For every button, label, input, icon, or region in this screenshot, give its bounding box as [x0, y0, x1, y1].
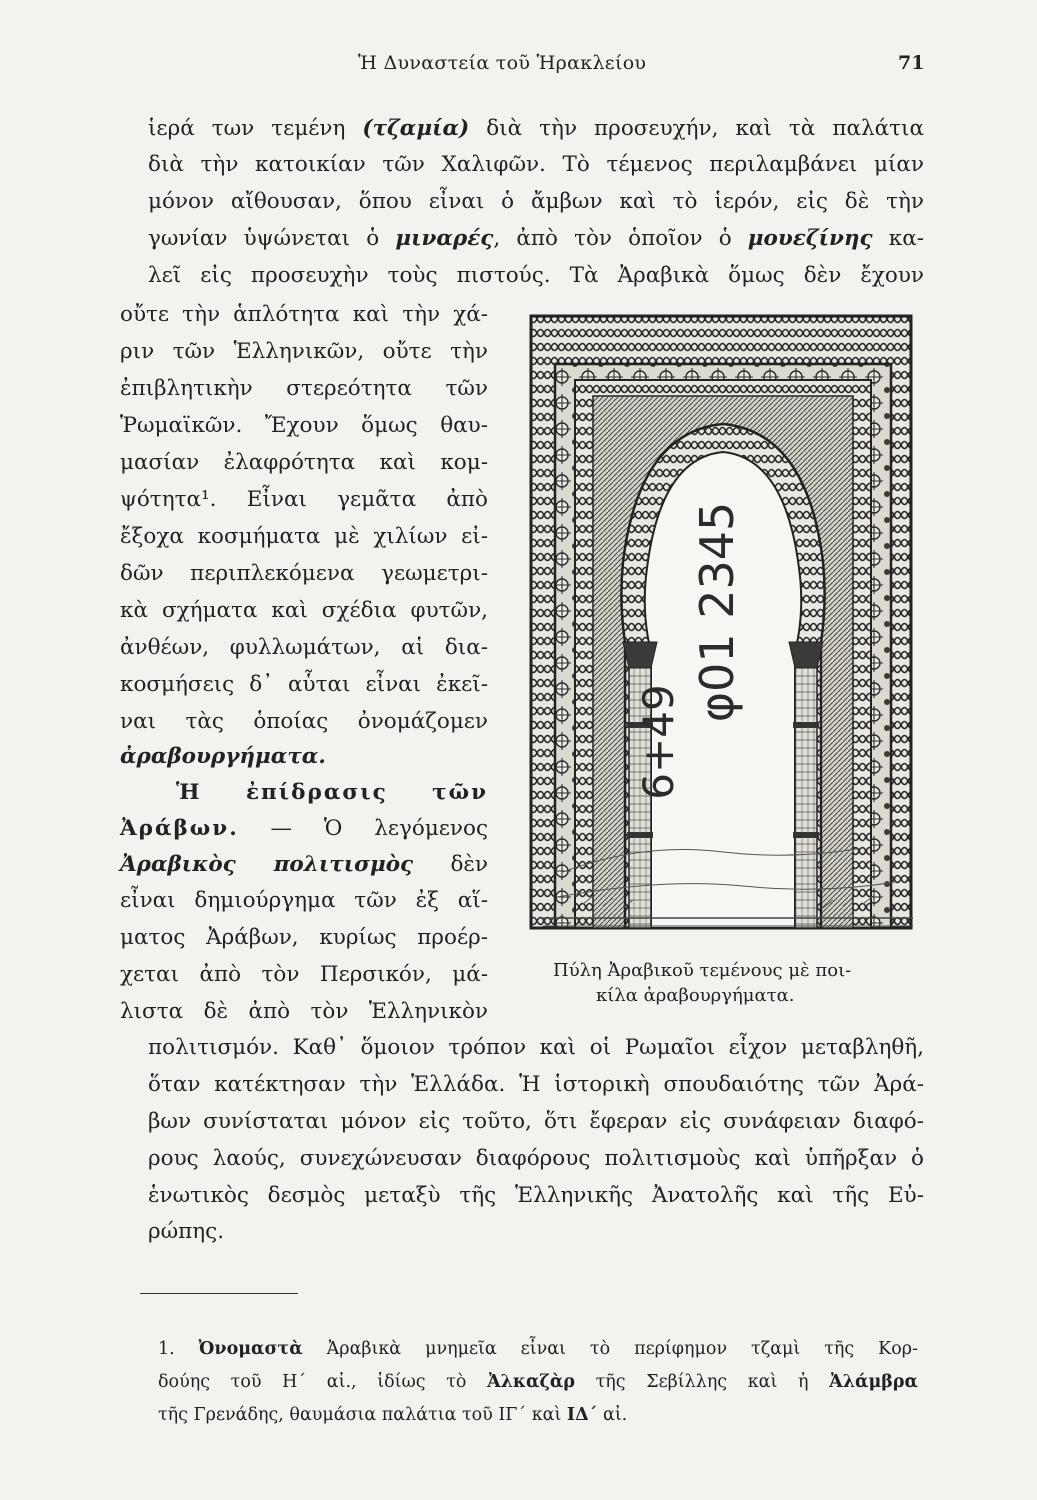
term-mouezinis: μουεζίνης: [747, 226, 873, 251]
gate-engraving-image: [523, 312, 921, 938]
figure-caption-line-2: κίλα ἀραβουργήματα.: [596, 985, 795, 1006]
column-line: κοσμήσεις δ᾽ αὗται εἶναι ἐκεῖ-: [120, 672, 488, 697]
section-heading-line-2: Ἀράβων. — Ὁ λεγόμενος: [120, 816, 488, 841]
body-full-line: πολιτισμόν. Καθ᾽ ὅμοιον τρόπον καὶ οἱ Ρωμαῖοι εἶχον μεταβληθῆ,: [148, 1035, 924, 1060]
page-number: 71: [898, 52, 925, 74]
section-heading: Ἡ ἐπίδρασις τῶν: [176, 780, 488, 805]
column-line: κὰ σχήματα καὶ σχέδια φυτῶν,: [120, 598, 488, 623]
handwritten-number-1: φ01 2345: [690, 501, 744, 723]
footnote-line-3: τῆς Γρενάδης, θαυμάσια παλάτια τοῦ ΙΓ´ καὶ ΙΔ´ αἰ.: [158, 1405, 628, 1425]
body-line-5: λεῖ εἰς προσευχὴν τοὺς πιστούς. Τὰ Ἀραβικὰ ὅμως δὲν ἔχουν: [148, 263, 924, 288]
running-head: [0, 52, 1037, 84]
column-line: ἔξοχα κοσμήματα μὲ χιλίων εἰ-: [120, 524, 488, 549]
body-full-line: βων συνίσταται μόνον εἰς τοῦτο, ὅτι ἔφεραν εἰς συνάφειαν διαφό-: [148, 1109, 924, 1134]
term-arabesques: ἀραβουργήματα.: [120, 744, 326, 769]
column-line: ναι τὰς ὁποίας ὀνομάζομεν: [120, 709, 488, 734]
column-line: ριν τῶν Ἑλληνικῶν, οὔτε τὴν: [120, 339, 488, 364]
body-full-line: ἑνωτικὸς δεσμὸς μεταξὺ τῆς Ἑλληνικῆς Ἀνατολῆς καὶ τῆς Εὐ-: [148, 1183, 924, 1208]
footnote-line-1: 1. Ὀνομαστὰ Ἀραβικὰ μνημεῖα εἶναι τὸ περίφημον τζαμὶ τῆς Κορ-: [158, 1339, 918, 1359]
handwritten-number-2: 6+49: [634, 684, 683, 800]
column-line-civilization: Ἀραβικὸς πολιτισμὸς δὲν: [120, 852, 489, 877]
body-full-line-last: ρώπης.: [148, 1219, 225, 1244]
term-arab-civilization: Ἀραβικὸς πολιτισμὸς: [120, 852, 414, 877]
column-line: ψότητα¹. Εἶναι γεμᾶτα ἀπὸ: [120, 487, 488, 512]
column-line: ἐπιβλητικὴν στερεότητα τῶν: [120, 376, 488, 401]
column-line: δῶν περιπλεκόμενα γεωμετρι-: [120, 561, 488, 586]
body-line-2: διὰ τὴν κατοικίαν τῶν Χαλιφῶν. Τὸ τέμενος περιλαμβάνει μίαν: [148, 152, 924, 177]
column-line: Ῥωμαϊκῶν. Ἔχουν ὅμως θαυ-: [120, 413, 488, 438]
term-minares: μιναρές: [395, 226, 494, 251]
figure-caption-line-1: Πύλη Ἀραβικοῦ τεμένους μὲ ποι-: [553, 960, 852, 981]
footnote-divider: [140, 1293, 298, 1294]
body-line-4: γωνίαν ὑψώνεται ὁ μιναρές, ἀπὸ τὸν ὁποῖον ὁ μουεζίνης κα-: [148, 226, 924, 251]
column-line: χεται ἀπὸ τὸν Περσικόν, μά-: [120, 962, 488, 987]
column-line-term: [120, 740, 488, 774]
body-full-line: ὅταν κατέκτησαν τὴν Ἑλλάδα. Ἡ ἱστορικὴ σπουδαιότης τῶν Ἀρά-: [148, 1072, 924, 1097]
footnote-line-2: δούης τοῦ Η´ αἰ., ἰδίως τὸ Ἀλκαζὰρ τῆς Σεβίλλης καὶ ἡ Ἀλάμβρα: [158, 1372, 918, 1392]
column-line: ματος Ἀράβων, κυρίως προέρ-: [120, 925, 488, 950]
term-tzamia: (τζαμία): [362, 116, 470, 141]
running-title: Ἡ Δυναστεία τοῦ Ἡρακλείου: [358, 52, 647, 74]
body-full-line: ρους λαούς, συνεχώνευσαν διαφόρους πολιτισμοὺς καὶ ὑπῆρξαν ὁ: [148, 1146, 924, 1171]
column-line: λιστα δὲ ἀπὸ τὸν Ἑλληνικὸν: [120, 999, 488, 1024]
figure-arabic-gate: [523, 312, 921, 938]
column-line: οὔτε τὴν ἁπλότητα καὶ τὴν χά-: [120, 302, 488, 327]
column-line: ἀνθέων, φυλλωμάτων, αἱ δια-: [120, 635, 488, 660]
body-line-3: μόνον αἴθουσαν, ὅπου εἶναι ὁ ἄμβων καὶ τὸ ἱερόν, εἰς δὲ τὴν: [148, 189, 924, 214]
column-line: εἶναι δημιούργημα τῶν ἐξ αἵ-: [120, 888, 488, 913]
body-line-1: ἱερά των τεμένη (τζαμία) διὰ τὴν προσευχήν, καὶ τὰ παλάτια: [148, 116, 924, 141]
column-line: μασίαν ἐλαφρότητα καὶ κομ-: [120, 450, 488, 475]
